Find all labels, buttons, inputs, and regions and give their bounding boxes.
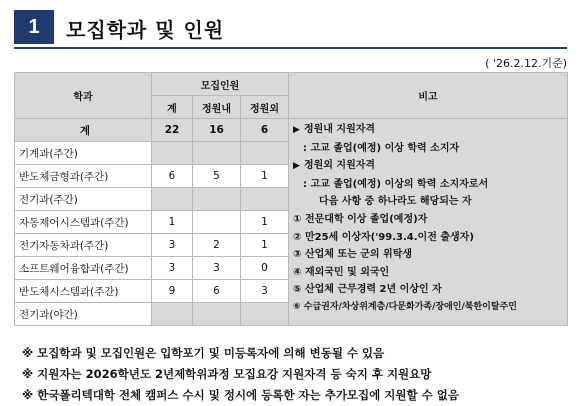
dept-total <box>152 303 193 326</box>
note-item: ⑤ 산업체 근무경력 2년 이상인 자 <box>293 284 442 296</box>
dept-inside <box>193 142 241 165</box>
section-title: 모집학과 및 인원 <box>66 18 225 42</box>
dept-name: 전기과(주간) <box>15 188 152 211</box>
section-number: 1 <box>14 10 54 44</box>
note-outside-line: : 고교 졸업(예정) 이상의 학력 소지자로서 <box>303 178 489 190</box>
dept-outside: 1 <box>241 165 289 188</box>
dept-name: 소프트웨어융합과(주간) <box>15 257 152 280</box>
dept-name: 반도체금형과(주간) <box>15 165 152 188</box>
footer-notes <box>22 343 459 406</box>
note-inside-line: : 고교 졸업(예정) 이상 학력 소지자 <box>303 142 460 154</box>
total-label: 계 <box>15 119 152 142</box>
total-outside: 6 <box>241 119 289 142</box>
footer-note: ※ 모집학과 및 모집인원은 입학포기 및 미등록자에 의해 변동될 수 있음 <box>22 346 385 360</box>
dept-total: 6 <box>152 165 193 188</box>
dept-inside <box>193 211 241 234</box>
note-item: ④ 재외국민 및 외국인 <box>293 266 390 278</box>
total-inside: 16 <box>193 119 241 142</box>
dept-name: 전기과(야간) <box>15 303 152 326</box>
dept-total: 9 <box>152 280 193 303</box>
recruitment-table <box>14 72 568 326</box>
footer-note: ※ 지원자는 2026학년도 2년제학위과정 모집요강 지원자격 등 숙지 후 지원요망 <box>22 367 432 381</box>
header-outside-quota: 정원외 <box>241 96 289 119</box>
dept-total: 1 <box>152 211 193 234</box>
header-recruit-count: 모집인원 <box>152 73 289 96</box>
dept-total: 3 <box>152 234 193 257</box>
dept-outside: 3 <box>241 280 289 303</box>
dept-total <box>152 188 193 211</box>
dept-name: 자동제어시스템과(주간) <box>15 211 152 234</box>
header-underline <box>14 47 567 49</box>
dept-inside: 2 <box>193 234 241 257</box>
dept-outside <box>241 303 289 326</box>
note-inside-head: ▶ 정원내 지원자격 <box>293 124 376 135</box>
note-item: ② 만25세 이상자('99.3.4.이전 출생자) <box>293 231 474 243</box>
dept-name: 반도체시스템과(주간) <box>15 280 152 303</box>
total-count: 22 <box>152 119 193 142</box>
table-row-total <box>15 119 568 142</box>
header-total: 계 <box>152 96 193 119</box>
header-inside-quota: 정원내 <box>193 96 241 119</box>
note-outside-line: 다음 사항 중 하나라도 해당되는 자 <box>319 196 472 208</box>
note-outside-head: ▶ 정원외 지원자격 <box>293 160 376 172</box>
dept-total: 3 <box>152 257 193 280</box>
note-item: ① 전문대학 이상 졸업(예정)자 <box>293 213 428 225</box>
dept-total <box>152 142 193 165</box>
note-item: ③ 산업체 또는 군의 위탁생 <box>293 249 413 261</box>
dept-inside: 5 <box>193 165 241 188</box>
dept-outside <box>241 142 289 165</box>
base-date: ( '26.2.12.기준) <box>485 57 567 70</box>
dept-name: 전기자동차과(주간) <box>15 234 152 257</box>
note-item: ⑥ 수급권자/차상위계층/다문화가족/장애인/북한이탈주민 <box>293 301 517 312</box>
notes-cell <box>289 119 568 326</box>
header-note: 비고 <box>289 73 568 119</box>
section-header <box>14 10 567 44</box>
dept-inside <box>193 303 241 326</box>
triangle-bullet-icon: ▶ <box>293 125 300 135</box>
dept-inside <box>193 188 241 211</box>
dept-outside: 0 <box>241 257 289 280</box>
triangle-bullet-icon: ▶ <box>293 161 300 172</box>
footer-note: ※ 한국폴리텍대학 전체 캠퍼스 수시 및 정시에 등록한 자는 추가모집에 지원할 수 없음 <box>22 388 459 402</box>
dept-outside <box>241 188 289 211</box>
dept-outside: 1 <box>241 211 289 234</box>
dept-inside: 3 <box>193 257 241 280</box>
dept-name: 기계과(주간) <box>15 142 152 165</box>
header-department: 학과 <box>15 73 152 119</box>
dept-outside: 1 <box>241 234 289 257</box>
dept-inside: 6 <box>193 280 241 303</box>
